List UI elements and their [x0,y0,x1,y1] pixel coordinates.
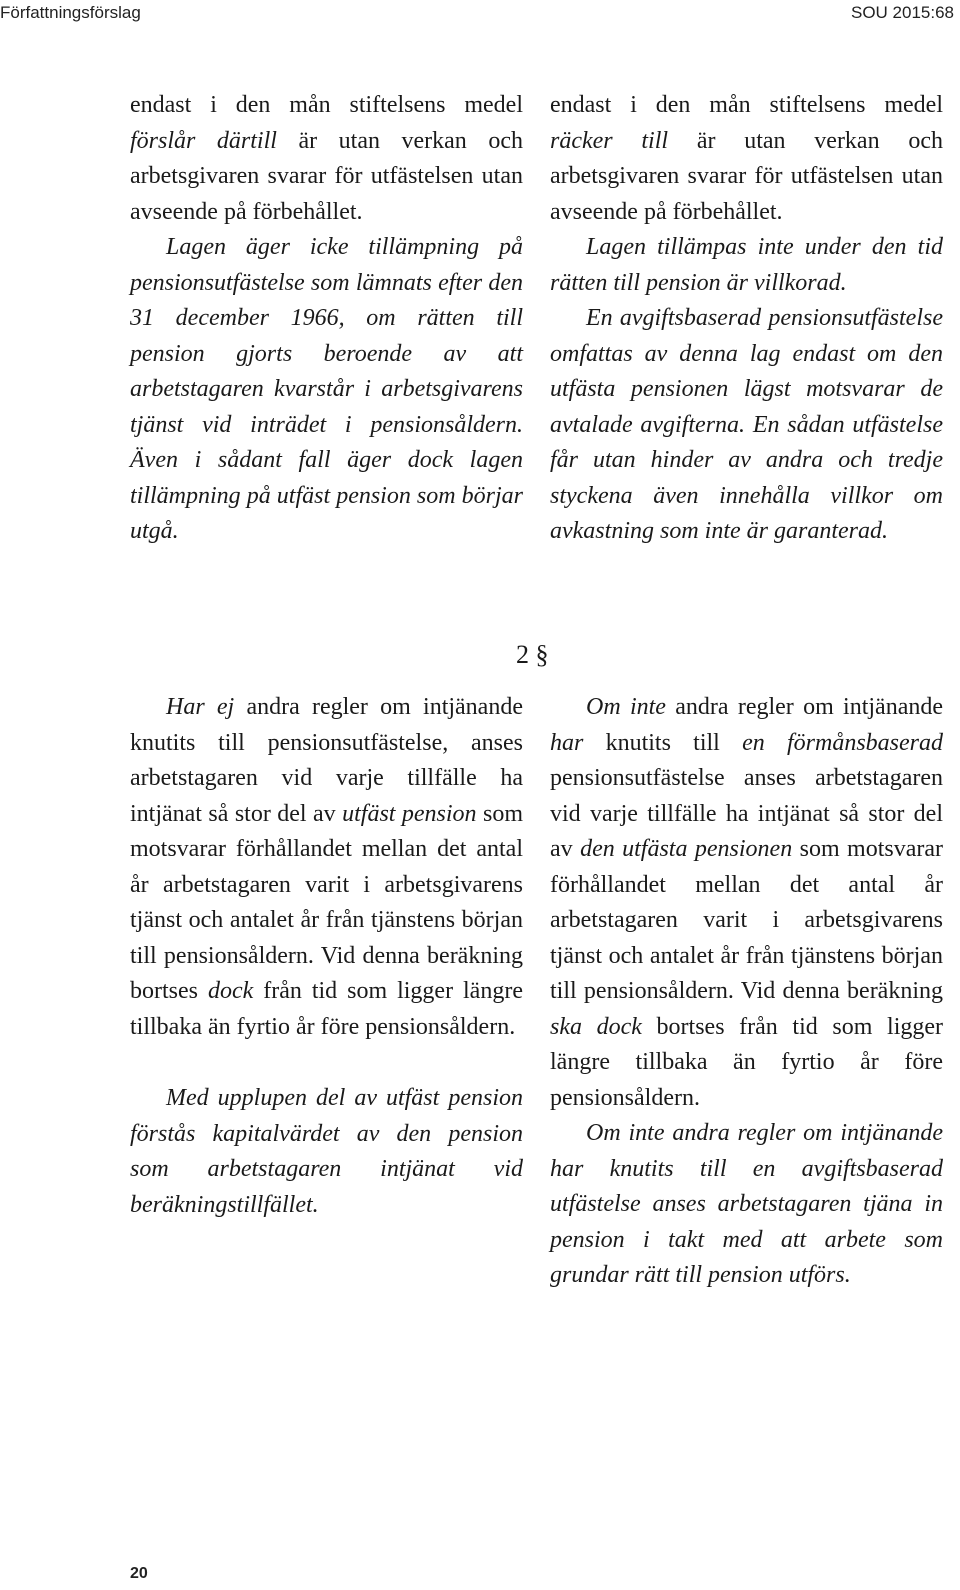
paragraph [550,230,943,301]
italic-text-run: Har ej [166,694,235,720]
paragraph [130,690,523,1045]
proposed-law-text-top [550,88,943,550]
page-number: 20 [130,1565,148,1582]
text-run: bortses från tid som ligger längre tillbaka än fyrtio år före pensionsåldern. [550,1013,943,1111]
italic-text-run: En avgiftsbaserad pensionsutfästelse omfattas av denna lag endast om den utfästa pensionen lägst motsvarar de avtalade avgifterna. En sådan utfästelse får utan hinder av andra och tredje styckena även innehålla villkor om avkastning som inte är garanterad. [550,305,943,544]
italic-text-run: Lagen tillämpas inte under den tid rätten till pension är villkorad. [550,234,943,296]
paragraph [550,88,943,230]
italic-text-run: räcker till [550,127,669,154]
text-run: är utan verkan och arbetsgivaren svarar för utfästelsen utan avseende på förbehållet. [550,127,943,225]
text-run: knutits till [583,729,743,756]
paragraph [550,690,943,1116]
text-run: endast i den mån stiftelsens medel [550,92,943,118]
italic-text-run: Med upplupen del av utfäst pension förstås kapitalvärdet av den pension som arbetstagaren intjänat vid beräkningstillfället. [130,1085,523,1218]
italic-text-run: en förmånsbaserad [742,729,943,756]
running-header-title: Författningsförslag [0,3,141,22]
text-run: som motsvarar förhållandet mellan det antal år arbetstagaren varit i arbetsgivarens tjänst och antalet år från tjänstens början till pensionsåldern. Vid denna beräkning [550,836,943,1004]
text-run: endast i den mån stiftelsens medel [130,92,523,118]
text-run: pensionsutfästelse anses arbetstagaren vid varje tillfälle ha intjänat så stor del av [550,765,943,862]
italic-text-run: den utfästa pensionen [580,836,793,862]
italic-text-run: Lagen äger icke tillämpning på pensionsutfästelse som lämnats efter den 31 december 1966, om rätten till pension gjorts beroende av att arbetstagaren kvarstår i arbetsgivarens tjänst vid inträdet i pensionsåldern. Även i sådant fall äger dock lagen tillämpning på utfäst pension som börjar utgå. [130,234,523,544]
text-run: är utan verkan och arbetsgivaren svarar för utfästelsen utan avseende på förbehållet. [130,127,523,225]
proposed-law-text-section [550,690,943,1294]
current-law-text-section [130,690,523,1223]
text-run: från tid som ligger längre tillbaka än fyrtio år före pensionsåldern. [130,978,523,1040]
text-run: andra regler om intjänande [665,694,943,720]
italic-text-run: Om inte [586,694,666,720]
running-header-report-id: SOU 2015:68 [850,3,954,22]
italic-text-run: ska dock [550,1013,642,1040]
paragraph [130,1081,523,1223]
italic-text-run: dock [207,978,254,1004]
paragraph [130,88,523,230]
section-marker [516,640,549,670]
section-number: 2 [516,640,529,669]
paragraph [550,1116,943,1294]
current-law-text-top [130,88,523,550]
italic-text-run: utfäst pension [342,800,477,827]
paragraph [550,301,943,550]
text-run: andra regler om intjänande knutits till pensionsutfästelse, anses arbetstagaren vid varje tillfälle ha intjänat så stor del av [130,694,523,827]
section-symbol: § [535,640,549,669]
italic-text-run: Om inte andra regler om intjänande har knutits till en avgiftsbaserad utfästelse anses arbetstagaren tjäna in pension i takt med att arbete som grundar rätt till pension utförs. [550,1120,943,1288]
italic-text-run: förslår därtill [130,127,277,154]
italic-text-run: har [550,729,584,756]
paragraph [130,230,523,550]
text-run: som motsvarar förhållandet mellan det antal år arbetstagaren varit i arbetsgivarens tjänst och antalet år från tjänstens början till pensionsåldern. Vid denna beräkning bortses [130,800,523,1004]
